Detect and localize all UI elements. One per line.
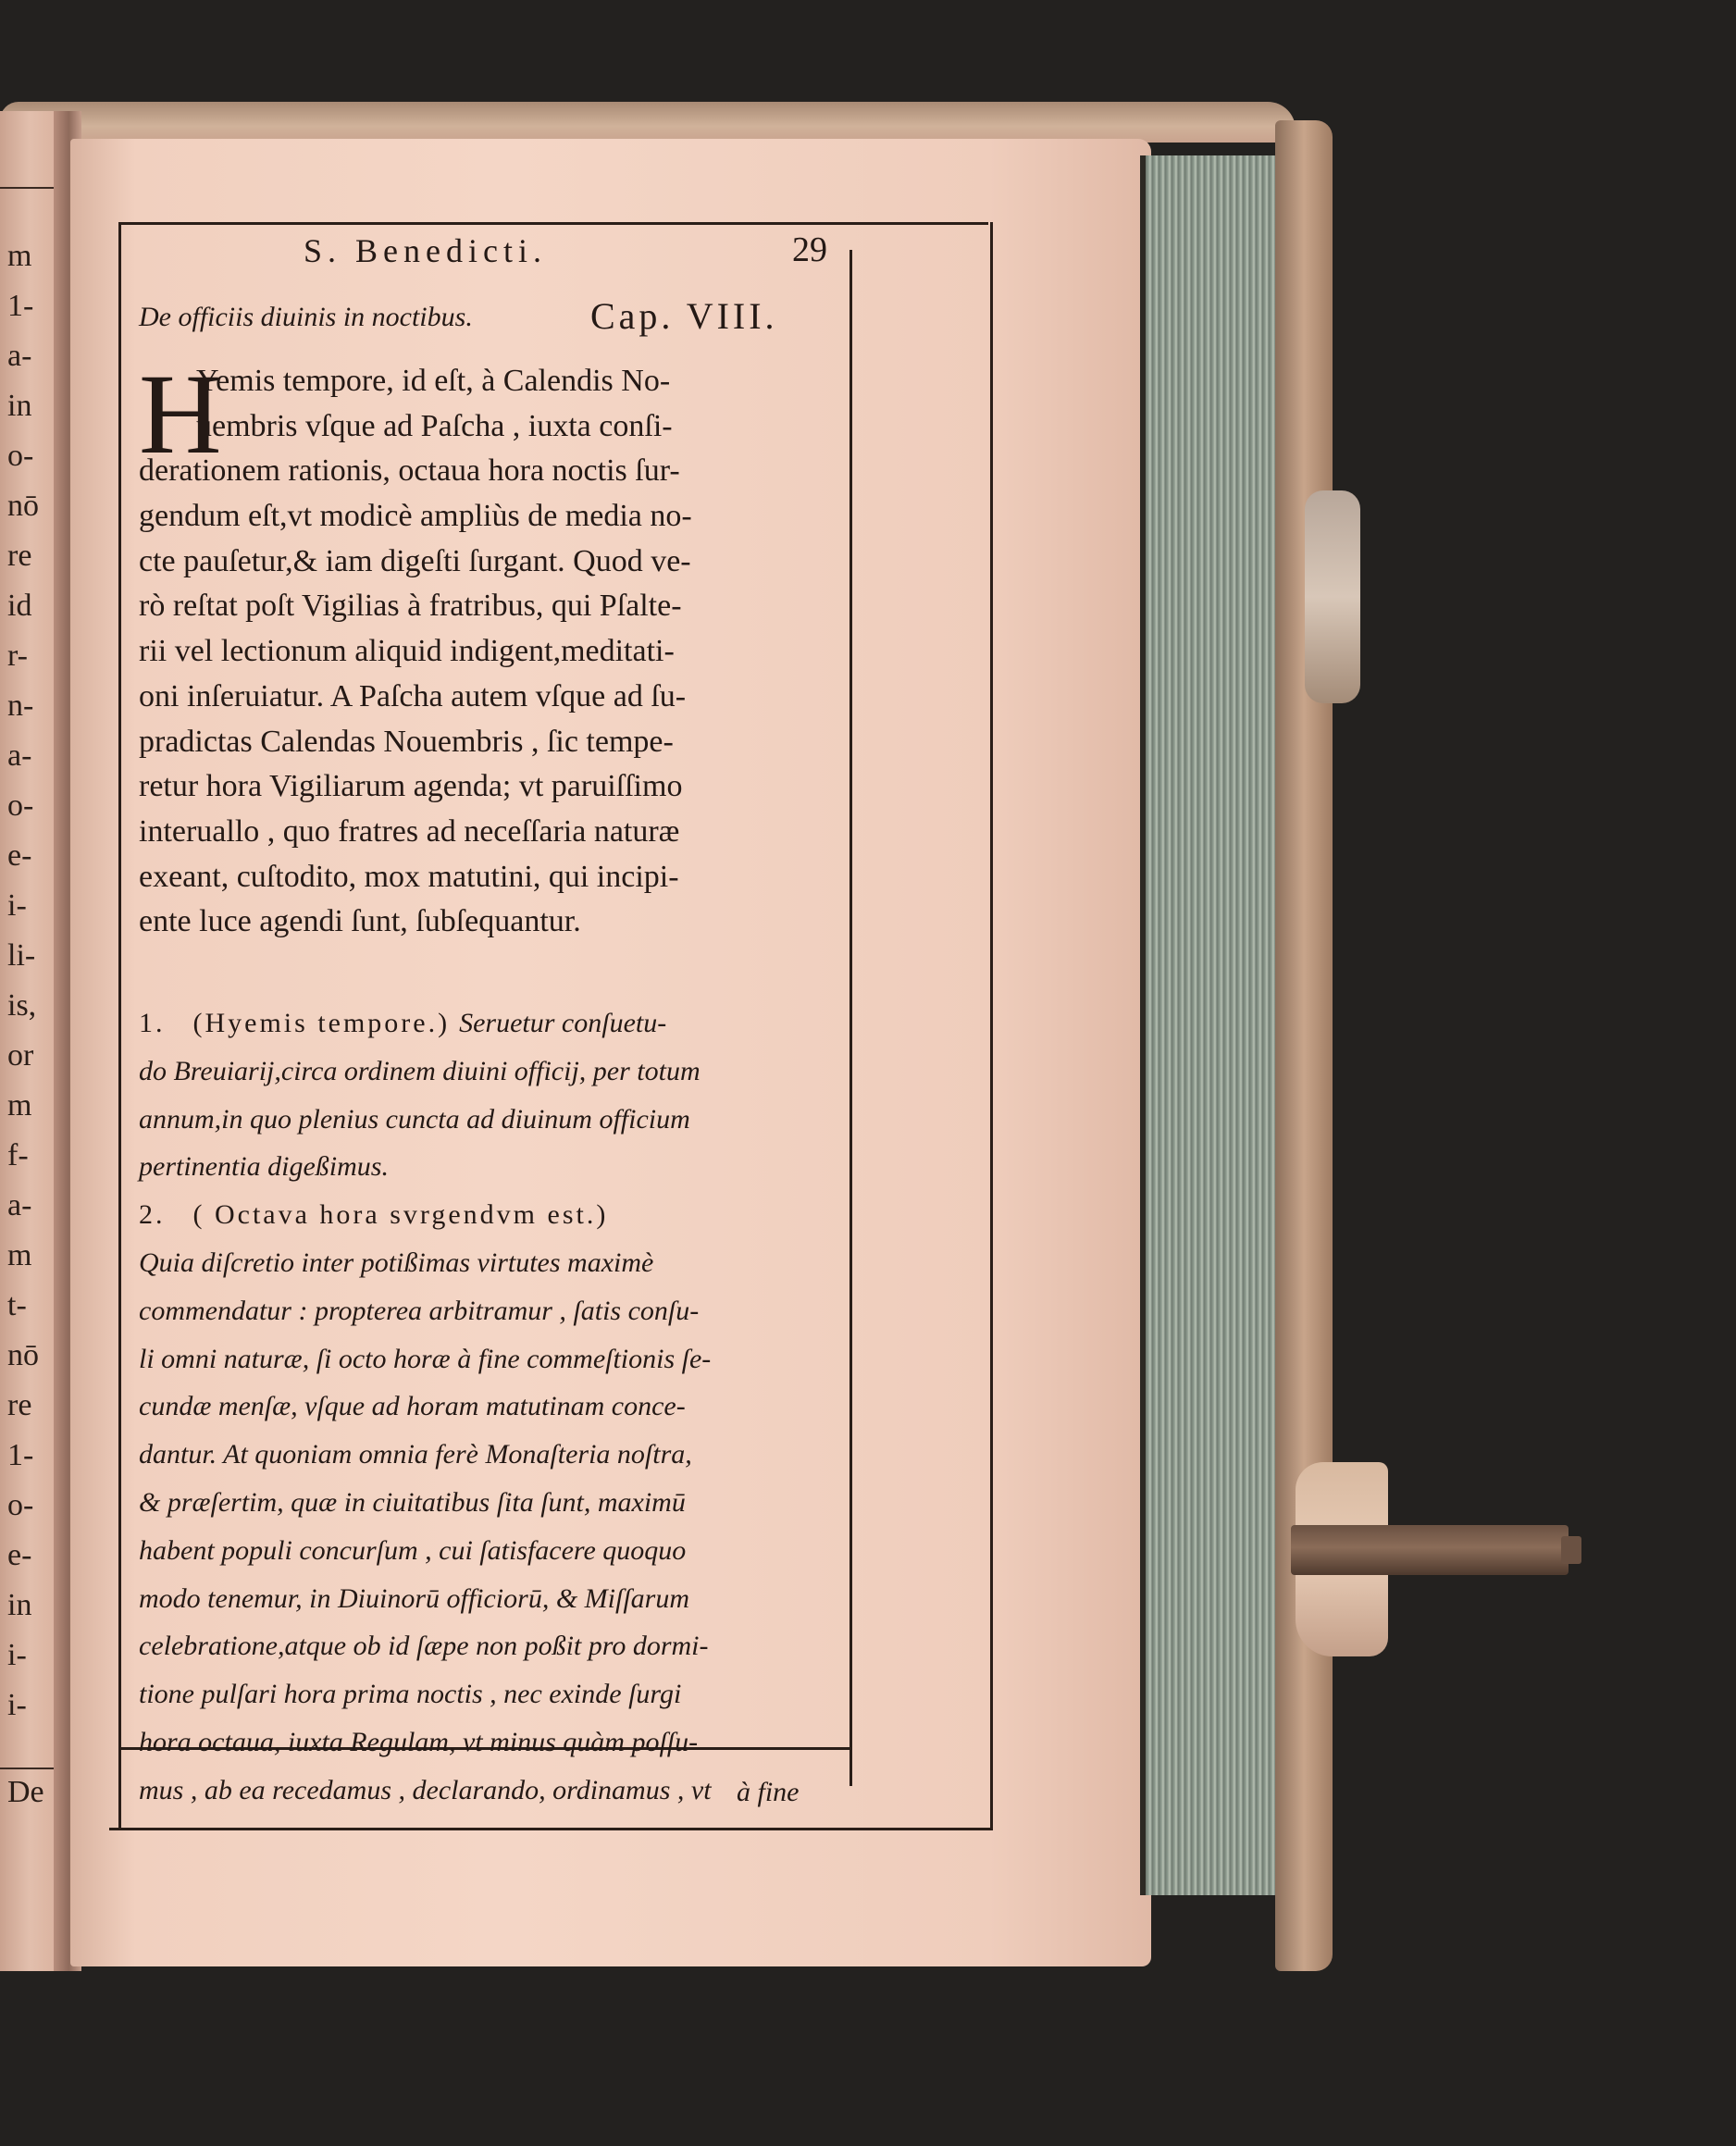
commentary-line xyxy=(139,1479,842,1527)
commentary-line xyxy=(139,999,842,1048)
left-page-fragment: r- xyxy=(7,639,28,673)
commentary-text: commendatur : propterea arbitramur , ſatis conſu- xyxy=(139,1295,700,1326)
left-page-fragment: 1- xyxy=(7,1438,34,1472)
commentary xyxy=(139,999,842,1815)
left-page-fragment: id xyxy=(7,589,32,623)
text-line: Yemis tempore, id eſt, à Calendis No- xyxy=(196,364,671,398)
clasp-metal-strap xyxy=(1291,1525,1569,1575)
drop-cap: H xyxy=(139,351,222,478)
rule-text xyxy=(139,351,842,945)
commentary-line xyxy=(139,1622,842,1670)
text-line: derationem rationis, octaua hora noctis ſur- xyxy=(139,453,680,489)
text-line: cte pauſetur,& iam digeſti ſurgant. Quod ve- xyxy=(139,543,691,578)
left-page-fragment: i- xyxy=(7,888,27,923)
frame-rule-outer-bottom xyxy=(109,1828,993,1830)
page-number: 29 xyxy=(792,230,827,269)
commentary-lemma: ( Octava hora svrgendvm est.) xyxy=(192,1199,609,1231)
commentary-line xyxy=(139,1191,842,1239)
text-line: uembris vſque ad Paſcha , iuxta conſi- xyxy=(196,408,673,443)
left-page-fragment: m xyxy=(7,1238,32,1272)
commentary-text: celebratione,atque ob id ſæpe non poßit pro dormi- xyxy=(139,1631,709,1662)
left-page-fragment: li- xyxy=(7,938,36,973)
commentary-number: 1. xyxy=(139,1008,166,1038)
commentary-text: do Breuiarij,circa ordinem diuini officij, per totum xyxy=(139,1055,701,1086)
commentary-text: dantur. At quoniam omnia ferè Monaſteria noſtra, xyxy=(139,1439,692,1470)
commentary-text: annum,in quo plenius cuncta ad diuinum officium xyxy=(139,1103,690,1135)
left-page-fragment: is, xyxy=(7,988,37,1023)
chapter-heading xyxy=(139,294,842,341)
frame-rule-right xyxy=(849,250,852,1786)
book-top-edge xyxy=(0,102,1296,143)
frame-rule-left xyxy=(118,222,121,1828)
commentary-text: pertinentia digeßimus. xyxy=(139,1151,389,1183)
chapter-number: Cap. VIII. xyxy=(590,295,778,337)
left-page-fragment: in xyxy=(7,389,32,423)
left-page-fragment: nō xyxy=(7,489,39,523)
left-page-fragment: i- xyxy=(7,1688,27,1722)
left-page-fragment: nō xyxy=(7,1338,39,1372)
left-page-fragment: o- xyxy=(7,788,34,823)
commentary-text: tione pulſari hora prima noctis , nec exinde ſurgi xyxy=(139,1679,682,1710)
text-line: oni inſeruiatur. A Paſcha autem vſque ad ſu- xyxy=(139,678,687,713)
text-line: pradictas Calendas Nouembris , ſic tempe- xyxy=(139,724,674,759)
left-page-fragment: 1- xyxy=(7,289,34,323)
frame-rule-outer-right xyxy=(990,222,993,1828)
text-block xyxy=(118,222,849,1828)
left-page-fragment: i- xyxy=(7,1638,27,1672)
commentary-line xyxy=(139,1718,842,1767)
left-page-fragment: m xyxy=(7,1088,32,1123)
commentary-lemma: (Hyemis tempore.) xyxy=(192,1008,451,1038)
commentary-line xyxy=(139,1143,842,1191)
left-page-fragment: a- xyxy=(7,339,32,373)
running-head: S. Benedicti. xyxy=(304,232,547,269)
book-cover-edge xyxy=(1275,120,1333,1971)
text-line: rò reſtat poſt Vigilias à fratribus, qui Pſalte- xyxy=(139,589,682,624)
left-page-fragment: o- xyxy=(7,439,34,473)
commentary-line xyxy=(139,1096,842,1144)
commentary-line xyxy=(139,1575,842,1623)
left-page-fragment: or xyxy=(7,1038,34,1073)
text-line: ente luce agendi ſunt, ſubſequantur. xyxy=(139,904,581,939)
commentary-line xyxy=(139,1048,842,1096)
left-page-fragment: o- xyxy=(7,1488,34,1522)
text-line: interuallo , quo fratres ad neceſſaria naturæ xyxy=(139,813,680,849)
commentary-text: & præſertim, quæ in ciuitatibus ſita ſunt, maximū xyxy=(139,1486,686,1518)
commentary-text: modo tenemur, in Diuinorū officiorū, & Miſſarum xyxy=(139,1582,689,1614)
commentary-line xyxy=(139,1239,842,1287)
left-page-fragment: e- xyxy=(7,1538,32,1572)
text-line: rii vel lectionum aliquid indigent,meditati- xyxy=(139,634,675,669)
commentary-line xyxy=(139,1527,842,1575)
page-fore-edge xyxy=(1140,155,1283,1895)
left-page-fragment: m xyxy=(7,239,32,273)
commentary-line xyxy=(139,1383,842,1431)
commentary-line xyxy=(139,1670,842,1718)
commentary-number: 2. xyxy=(139,1199,166,1231)
left-page-fragment: re xyxy=(7,539,32,573)
left-page-fragment: re xyxy=(7,1388,32,1422)
commentary-line xyxy=(139,1335,842,1383)
commentary-text: mus , ab ea recedamus , declarando, ordinamus , vt xyxy=(139,1774,712,1805)
commentary-line xyxy=(139,1287,842,1335)
commentary-line xyxy=(139,1431,842,1479)
chapter-title: De officiis diuinis in noctibus. xyxy=(139,302,473,332)
left-page-fragment: t- xyxy=(7,1288,27,1322)
left-page-fragment: n- xyxy=(7,688,34,723)
commentary-text: habent populi concurſum , cui ſatisfacere quoquo xyxy=(139,1534,687,1566)
commentary-text: cundæ menſæ, vſque ad horam matutinam conce- xyxy=(139,1391,686,1422)
commentary-text: Quia diſcretio inter potißimas virtutes maximè xyxy=(139,1247,654,1278)
left-page-fragment: e- xyxy=(7,838,32,873)
commentary-text: hora octaua, iuxta Regulam, vt minus quàm poſſu- xyxy=(139,1726,699,1757)
text-line: retur hora Vigiliarum agenda; vt paruiſſimo xyxy=(139,769,683,804)
left-page-fragment: in xyxy=(7,1588,32,1622)
frame-rule-top xyxy=(118,222,988,225)
text-line: gendum eſt,vt modicè ampliùs de media no- xyxy=(139,499,692,534)
catchword: à fine xyxy=(737,1777,800,1807)
left-page-fragment: a- xyxy=(7,1188,32,1222)
left-page-fragment: f- xyxy=(7,1138,29,1172)
left-page-fragment: a- xyxy=(7,738,32,773)
left-page-fragment: De xyxy=(7,1775,44,1809)
clasp-top xyxy=(1305,490,1360,703)
commentary-text: li omni naturæ, ſi octo horæ à fine commeſtionis ſe- xyxy=(139,1343,712,1374)
commentary-text: Seruetur conſuetu- xyxy=(459,1008,667,1038)
text-line: exeant, cuſtodito, mox matutini, qui incipi- xyxy=(139,859,679,894)
